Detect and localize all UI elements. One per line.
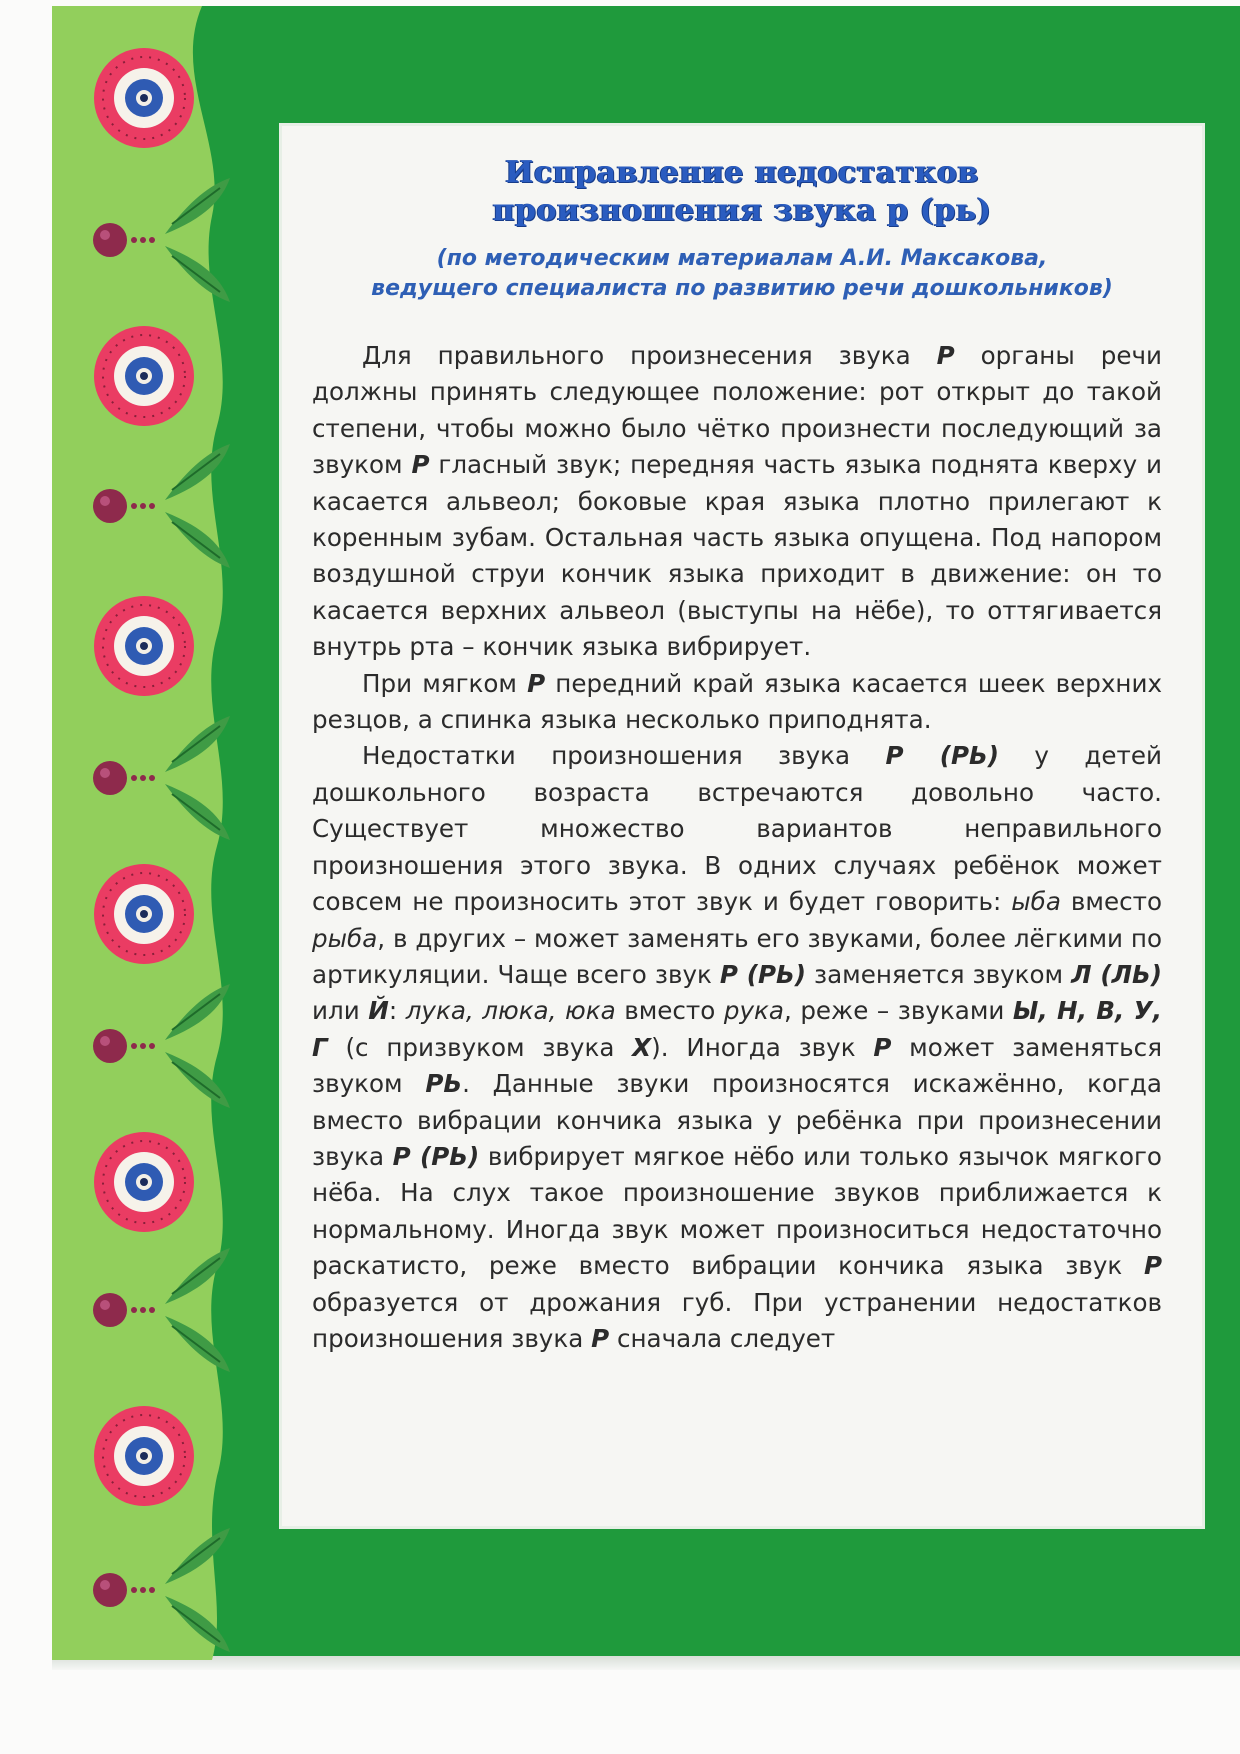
emphasized-sound: Р (РЬ): [719, 959, 806, 989]
text-run: Недостатки произношения звука: [362, 741, 886, 771]
text-run: . Данные звуки произносятся искажённо, когда вместо вибрации кончика языка у ребёнка при произнесении звука: [312, 1069, 1162, 1171]
article-title: [282, 154, 1202, 230]
text-run: вместо: [1060, 887, 1162, 917]
decorative-border-art: [52, 6, 232, 1660]
emphasized-sound: Р (РЬ): [885, 741, 999, 771]
paragraph-3: [312, 738, 1162, 1357]
emphasized-sound: Р: [591, 1323, 610, 1353]
example-word: ыба: [1011, 887, 1061, 917]
text-run: вместо: [615, 996, 724, 1026]
text-run: заменяется звуком: [805, 959, 1072, 989]
title-line-1: Исправление недостатков: [505, 155, 979, 190]
emphasized-sound: Х: [632, 1032, 652, 1062]
emphasized-sound: Й: [368, 996, 389, 1026]
emphasized-sound: Р: [1143, 1251, 1162, 1281]
emphasized-sound: Р: [411, 450, 430, 480]
text-run: образуется от дрожания губ. При устранении недостатков произношения звука: [312, 1287, 1162, 1353]
example-word: рука: [723, 996, 784, 1026]
text-run: ). Иногда звук: [651, 1032, 874, 1062]
emphasized-sound: РЬ: [425, 1069, 463, 1099]
text-run: передний край языка касается шеек верхних резцов, а спинка языка несколько приподнята.: [312, 668, 1163, 735]
text-run: Для правильного произнесения звука: [362, 341, 937, 370]
article-panel: [282, 126, 1202, 1526]
text-run: вибрирует мягкое нёбо или только язычок мягкого нёба. На слух такое произношение звуков приближается к нормальному. Иногда звук может произноситься недостаточно раскатисто, реже вместо вибрации кончика языка звук: [312, 1141, 1162, 1281]
example-word: лука, люка, юка: [405, 996, 616, 1026]
subtitle-line-2: ведущего специалиста по развитию речи дошкольников): [371, 276, 1113, 301]
emphasized-sound: Ы, Н, В, У, Г: [312, 996, 1162, 1062]
text-run: , в других – может заменять его звуками, более лёгкими по артикуляции. Чаще всего звук: [312, 923, 1162, 989]
article-body: [312, 338, 1162, 1357]
decorative-border: [52, 6, 232, 1660]
text-run: При мягком: [362, 668, 528, 698]
title-line-2: произношения звука р (рь): [492, 193, 992, 228]
emphasized-sound: Р: [936, 341, 955, 370]
text-run: , реже – звуками: [783, 996, 1013, 1026]
emphasized-sound: Л (ЛЬ): [1071, 959, 1162, 989]
paragraph-1: [312, 338, 1162, 666]
text-run: или: [312, 996, 369, 1026]
text-run: гласный звук; передняя часть языка поднята кверху и касается альвеол; боковые края языка плотно прилегают к коренным зубам. Остальная часть языка опущена. Под напором воздушной струи кончик языка приходит в движение: он то касается верхних альвеол (выступы на нёбе), то оттягивается внутрь рта – кончик языка вибрирует.: [312, 450, 1162, 662]
text-run: может заменяться звуком: [312, 1032, 1162, 1099]
text-run: (с призвуком звука: [327, 1032, 633, 1062]
paragraph-2: [312, 666, 1162, 739]
example-word: рыба: [312, 923, 378, 953]
text-run: органы речи должны принять следующее положение: рот открыт до такой степени, чтобы можно было чётко произнести последующий за звуком: [312, 341, 1162, 480]
article-subtitle: [282, 244, 1202, 304]
text-run: сначала следует: [609, 1323, 836, 1353]
subtitle-line-1: (по методическим материалам А.И. Максакова,: [436, 246, 1048, 271]
text-run: :: [388, 996, 406, 1026]
text-run: у детей дошкольного возраста встречаются довольно часто. Существует множество вариантов неправильного произношения этого звука. В одних случаях ребёнок может совсем не произносить этот звук и будет говорить:: [312, 741, 1162, 917]
emphasized-sound: Р (РЬ): [392, 1141, 480, 1171]
emphasized-sound: Р: [527, 668, 546, 698]
emphasized-sound: Р: [873, 1032, 892, 1062]
